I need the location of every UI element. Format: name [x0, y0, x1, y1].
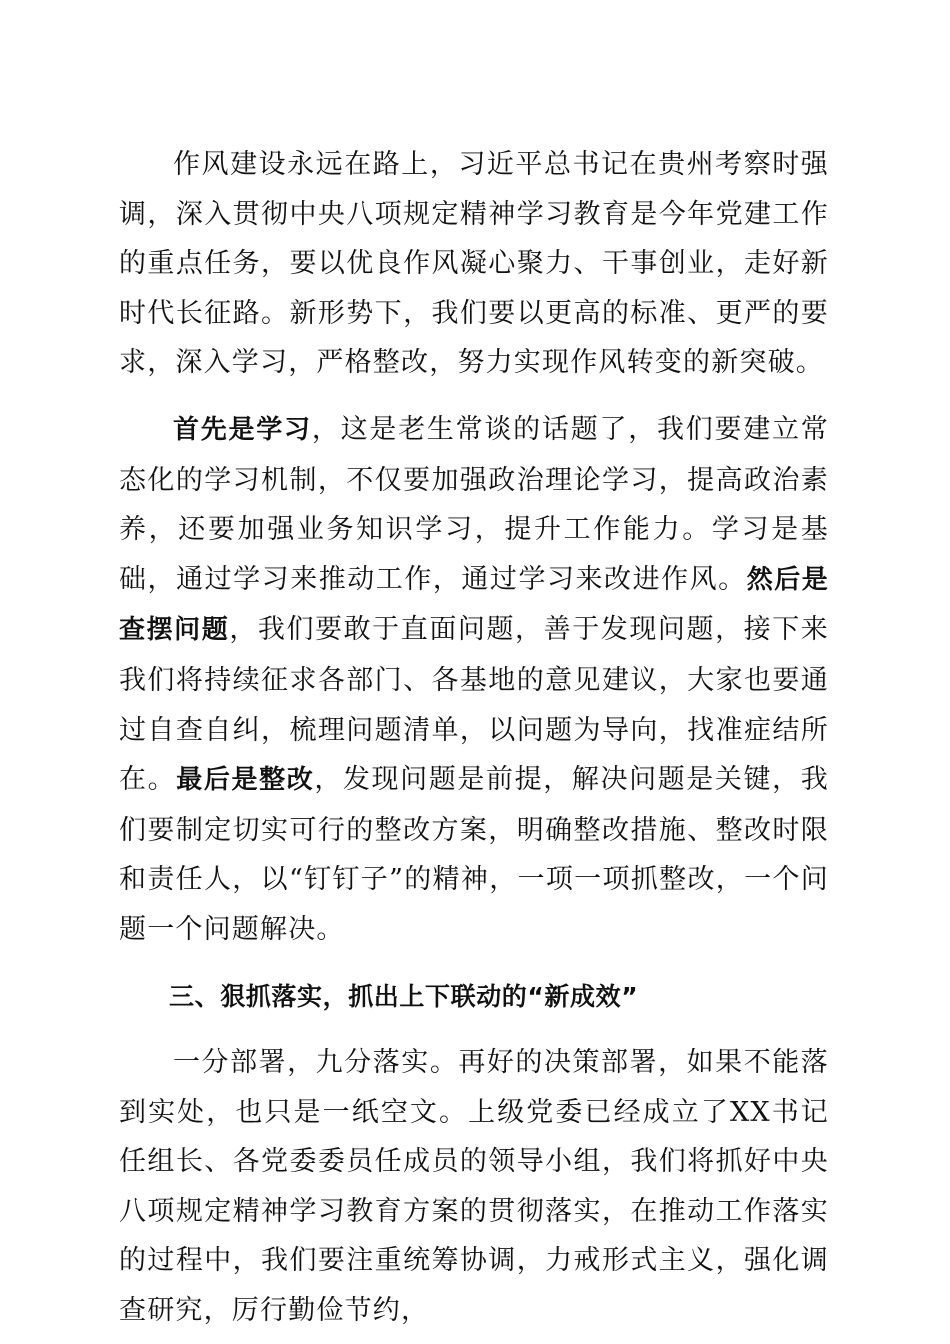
- section-heading-three: [119, 972, 829, 1022]
- paragraph-text: ，这是老生常谈的话题了，我们要建立常态化的学习机制，不仅要加强政治理论学习，提高政治素养，还要加强业务知识学习，提升工作能力。学习是基础，通过学习来推动工作，通过学习来改进作风。: [119, 413, 829, 595]
- bold-phrase-study: 首先是学习: [173, 414, 312, 445]
- paragraph-text: ，发现问题是前提，解决问题是关键，我们要制定切实可行的整改方案，明确整改措施、整改时限和责任人，以“钉钉子”的精神，一项一项抓整改，一个问题一个问题解决。: [119, 764, 829, 945]
- heading-text: 三、狠抓落实，抓出上下联动的“新成效”: [169, 981, 639, 1011]
- bold-phrase-rectify: 最后是整改: [176, 765, 315, 796]
- paragraph-text: 作风建设永远在路上，习近平总书记在贵州考察时强调，深入贯彻中央八项规定精神学习教育是今年党建工作的重点任务，要以优良作风凝心聚力、干事创业，走好新时代长征路。新形势下，我们要以更高的标准、更严的要求，深入学习，严格整改，努力实现作风转变的新突破。: [119, 149, 829, 379]
- paragraph-implementation: [119, 1038, 829, 1336]
- paragraph-text: ，我们要敢于直面问题，善于发现问题，接下来我们将持续征求各部门、各基地的意见建议，大家也要通过自查自纠，梳理问题清单，以问题为导向，找准症结所在。: [119, 614, 829, 796]
- document-body: [119, 140, 829, 1336]
- bold-phrase-check-problems: 然后是查摆问题: [119, 564, 829, 646]
- paragraph-study-and-rectify: [119, 405, 829, 955]
- paragraph-text: 一分部署，九分落实。再好的决策部署，如果不能落到实处，也只是一纸空文。上级党委已经成立了XX书记任组长、各党委委员任成员的领导小组，我们将抓好中央八项规定精神学习教育方案的贯彻落实，在推动工作落实的过程中，我们要注重统筹协调，力戒形式主义，强化调查研究，厉行勤俭节约，: [119, 1047, 829, 1327]
- paragraph-style-intro: [119, 140, 829, 388]
